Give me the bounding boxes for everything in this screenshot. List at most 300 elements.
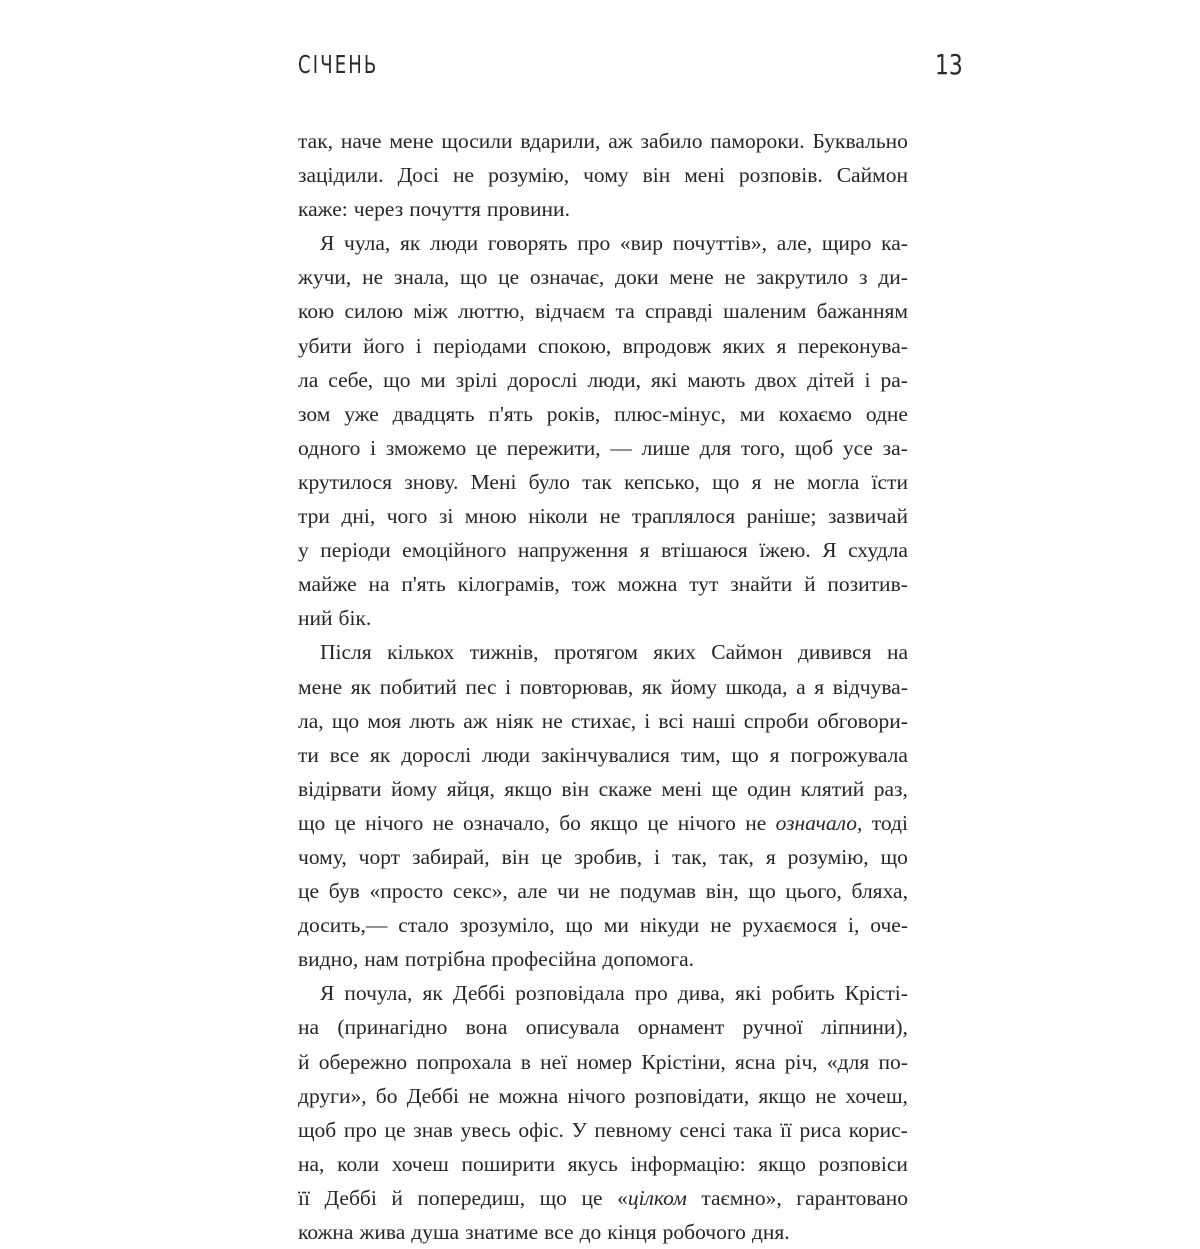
word: відчува-: [832, 674, 908, 699]
running-head: СІЧЕНЬ: [298, 50, 379, 79]
word: знала,: [393, 265, 450, 290]
word: памороки.: [710, 129, 805, 153]
word: Я: [320, 981, 335, 1006]
word: нікуди: [639, 913, 700, 938]
word: хочеш,: [845, 1083, 908, 1108]
paragraph: [298, 226, 908, 635]
text-line: [298, 601, 908, 635]
word: не: [773, 469, 795, 494]
word: як: [399, 231, 421, 256]
word: кілограмів,: [457, 572, 560, 597]
word: вдарили,: [520, 129, 601, 153]
word: і: [370, 435, 377, 460]
word: пес: [465, 674, 497, 699]
word: з: [859, 265, 868, 290]
word: зазвичай: [827, 504, 908, 529]
word: напруження: [517, 538, 629, 563]
word: переконува-: [797, 333, 908, 358]
word: закінчувалися: [541, 742, 670, 767]
word: душа: [411, 1220, 460, 1244]
word: тижнів,: [469, 640, 539, 665]
word: й: [804, 572, 816, 597]
word: втішаюся: [661, 538, 748, 563]
text-line: [298, 260, 908, 294]
text-line: [298, 1045, 908, 1079]
word: риса: [799, 1117, 842, 1142]
word: люди: [482, 742, 531, 767]
word: до: [579, 1220, 602, 1244]
word: це: [334, 810, 356, 835]
word: розповідати,: [634, 1083, 750, 1108]
word: Саймон: [711, 640, 783, 665]
word: орнамент: [637, 1015, 725, 1040]
word: вона: [465, 1015, 508, 1040]
word: я: [814, 674, 825, 699]
word: знову.: [404, 469, 459, 494]
text-line: [298, 874, 908, 908]
word: я: [776, 333, 787, 358]
word: що: [539, 1185, 567, 1210]
word: але,: [776, 231, 813, 256]
word: зробив,: [574, 844, 643, 869]
word: про: [343, 1117, 377, 1142]
word: спокою,: [537, 333, 612, 358]
word: чому: [583, 163, 629, 188]
text-line: [298, 806, 908, 840]
word: й: [298, 1049, 310, 1074]
word: Деббі: [452, 981, 506, 1006]
word: й: [391, 1185, 403, 1210]
word: п'ять: [401, 572, 446, 597]
word: через: [353, 197, 404, 222]
word: наші: [692, 708, 736, 733]
text-line: [298, 942, 908, 976]
word: означало,: [776, 806, 863, 840]
word: які: [650, 367, 678, 392]
word: Після: [320, 640, 372, 665]
word: оче-: [870, 913, 908, 938]
word: як: [641, 674, 663, 699]
text-line: [298, 1079, 908, 1113]
word: ліпнини),: [821, 1015, 908, 1040]
word: чорт: [358, 844, 401, 869]
word: ще: [711, 776, 738, 801]
word: що: [712, 469, 740, 494]
text-line: [298, 294, 908, 328]
word: описувала: [525, 1015, 620, 1040]
word: яких: [653, 640, 696, 665]
word: гарантовано: [796, 1185, 908, 1210]
word: попрохала: [416, 1049, 512, 1074]
word: ра-: [880, 367, 908, 392]
word: щиро: [821, 231, 872, 256]
word: справді: [645, 299, 713, 324]
word: лють: [409, 708, 456, 733]
word: знайти: [730, 572, 793, 597]
word: означає,: [529, 265, 605, 290]
word: нічого: [365, 810, 424, 835]
word: скаже: [598, 776, 652, 801]
body-text: [298, 124, 908, 1249]
text-line: [298, 363, 908, 397]
word: одного: [298, 435, 361, 460]
word: попередиш,: [417, 1185, 526, 1210]
word: йому: [391, 776, 438, 801]
word: не: [599, 504, 621, 529]
word: ла,: [298, 708, 324, 733]
word: на: [886, 640, 908, 665]
word: провини.: [486, 197, 570, 222]
word: потрібна: [404, 947, 486, 972]
word: Я: [320, 231, 335, 256]
word: означало,: [463, 810, 550, 835]
word: аж: [608, 129, 633, 153]
word: на,: [298, 1151, 325, 1176]
word: корис-: [848, 1117, 908, 1142]
word: років,: [546, 401, 601, 426]
word: ніколи: [528, 504, 588, 529]
word: така: [733, 1117, 773, 1142]
word: я: [765, 844, 776, 869]
word: говорять: [487, 231, 568, 256]
word: тоді: [871, 810, 908, 835]
word: дорослі: [507, 367, 578, 392]
word: почуття: [409, 197, 481, 222]
word: раніше;: [746, 504, 817, 529]
word: ла: [298, 367, 319, 392]
word: якщо: [758, 1151, 806, 1176]
word: і: [654, 844, 661, 869]
word: кою: [298, 299, 335, 324]
word: нічого: [677, 810, 736, 835]
word: так: [582, 469, 612, 494]
word: раз,: [873, 776, 908, 801]
paragraph: [298, 635, 908, 976]
word: майже: [298, 572, 357, 597]
word: Деббі: [406, 1083, 460, 1108]
word: зрозуміло,: [459, 913, 555, 938]
word: нам: [364, 947, 399, 972]
word: хочеш: [391, 1151, 449, 1176]
word: сенсі: [679, 1117, 726, 1142]
word: ти: [298, 742, 319, 767]
word: якщо: [590, 810, 638, 835]
word: други»,: [298, 1083, 367, 1108]
word: зі: [438, 504, 454, 529]
word: Крістіни,: [641, 1049, 726, 1074]
word: про: [577, 231, 611, 256]
word: так,: [671, 844, 707, 869]
word: я: [751, 469, 762, 494]
word: це: [498, 265, 520, 290]
word: впродовж: [622, 333, 712, 358]
word: люди: [430, 231, 479, 256]
word: розумію,: [488, 163, 570, 188]
word: бляха,: [851, 879, 908, 904]
text-line: [298, 976, 908, 1010]
text-line: [298, 192, 908, 226]
word: ми: [603, 913, 629, 938]
word: зом: [298, 401, 331, 426]
word: рухаємося: [742, 913, 838, 938]
word: розумію,: [787, 844, 869, 869]
word: подумав: [619, 879, 697, 904]
word: позитив-: [827, 572, 908, 597]
word: дорослі: [401, 742, 472, 767]
word: кепсько,: [624, 469, 700, 494]
word: нічого: [567, 1083, 626, 1108]
word: він: [501, 844, 530, 869]
word: мають: [687, 367, 746, 392]
word: поширити: [461, 1151, 555, 1176]
word: обговори-: [817, 708, 908, 733]
word: мною: [464, 504, 517, 529]
word: йому: [670, 674, 717, 699]
word: дні,: [341, 504, 376, 529]
word: для: [699, 435, 732, 460]
word: по-: [878, 1049, 908, 1074]
word: не: [745, 810, 767, 835]
word: періодами: [433, 333, 527, 358]
word: якщо: [758, 1083, 807, 1108]
word: тут: [689, 572, 719, 597]
word: номер: [576, 1049, 633, 1074]
word: що: [748, 879, 776, 904]
word: не: [589, 879, 611, 904]
word: —: [610, 435, 632, 460]
word: мене: [389, 129, 434, 153]
word: за-: [882, 435, 908, 460]
word: Деббі: [324, 1185, 377, 1210]
word: був: [328, 879, 360, 904]
word: ніяк: [495, 708, 534, 733]
text-line: [298, 158, 908, 192]
word: її: [779, 1117, 792, 1142]
word: бажанням: [816, 299, 908, 324]
word: що: [731, 742, 759, 767]
word: люди,: [587, 367, 641, 392]
word: яйця,: [446, 776, 495, 801]
word: кохаємо: [778, 401, 852, 426]
word: Крісті-: [844, 981, 908, 1006]
word: почуттів»,: [672, 231, 768, 256]
word: він: [561, 776, 590, 801]
word: увесь: [460, 1117, 511, 1142]
word: таємно»,: [701, 1185, 782, 1210]
word: це: [647, 810, 669, 835]
word: «для: [826, 1049, 870, 1074]
word: ясна: [735, 1049, 776, 1074]
word: що: [331, 708, 360, 733]
word: траплялося: [631, 504, 736, 529]
word: річ,: [784, 1049, 818, 1074]
word: його: [363, 333, 405, 358]
word: в: [520, 1049, 531, 1074]
word: секс»,: [452, 879, 508, 904]
emphasis-text: цілком: [627, 1185, 687, 1210]
word: і,: [847, 913, 860, 938]
word: ми: [420, 367, 446, 392]
word: одне: [865, 401, 908, 426]
text-line: [298, 499, 908, 533]
word: могла: [806, 469, 860, 494]
word: три: [298, 504, 330, 529]
text-line: [298, 533, 908, 567]
word: дива,: [677, 981, 726, 1006]
word: їжею.: [759, 538, 811, 563]
word: розповіси: [818, 1151, 908, 1176]
word: плюс-мінус,: [614, 401, 726, 426]
word: все: [329, 742, 360, 767]
word: Я: [822, 538, 837, 563]
word: ми: [739, 401, 765, 426]
word: шкода,: [725, 674, 788, 699]
word: доки: [615, 265, 659, 290]
word: її: [298, 1185, 310, 1210]
word: можна: [617, 572, 678, 597]
word: а: [796, 674, 806, 699]
word: «вир: [619, 231, 664, 256]
word: ка-: [881, 231, 908, 256]
word: стало: [398, 913, 449, 938]
word: закрутило: [756, 265, 849, 290]
word: стихає,: [571, 708, 637, 733]
word: щоб: [794, 435, 834, 460]
word: це: [475, 435, 497, 460]
text-line: [298, 908, 908, 942]
word: лише: [641, 435, 690, 460]
word: це: [541, 844, 563, 869]
word: дітей: [807, 367, 855, 392]
word: (принагідно: [337, 1015, 448, 1040]
word: Досі: [397, 163, 440, 188]
word: і: [644, 708, 651, 733]
word: зможемо: [385, 435, 467, 460]
word: неї: [540, 1049, 568, 1074]
word: емоційного: [402, 538, 507, 563]
word: знав: [413, 1117, 453, 1142]
word: крутилося: [298, 469, 393, 494]
word: але: [517, 879, 548, 904]
word: один: [747, 776, 792, 801]
word: уже: [344, 401, 379, 426]
word: двадцять: [392, 401, 475, 426]
word: ручної: [742, 1015, 803, 1040]
word: у: [298, 538, 309, 563]
word: яких: [722, 333, 766, 358]
word: допомога.: [602, 947, 695, 972]
word: як: [422, 981, 443, 1006]
word: «просто: [369, 879, 444, 904]
word: це: [298, 879, 320, 904]
word: всі: [658, 708, 684, 733]
word: силою: [344, 299, 404, 324]
word: тож: [571, 572, 606, 597]
word: побитий: [379, 674, 457, 699]
word: бік.: [338, 606, 372, 631]
word: схудла: [848, 538, 908, 563]
page-number: 13: [935, 48, 963, 81]
emphasis-text: означало: [775, 810, 858, 835]
word: і: [415, 333, 422, 358]
text-line: [298, 635, 908, 669]
text-line: [298, 738, 908, 772]
word: бо: [375, 1083, 398, 1108]
word: ний: [298, 606, 333, 631]
word: кінця: [607, 1220, 657, 1244]
word: він: [642, 163, 671, 188]
word: каже:: [298, 197, 348, 222]
word: певному: [594, 1117, 672, 1142]
word: розповідала: [515, 981, 625, 1006]
word: забило: [640, 129, 703, 153]
word: бо: [559, 810, 581, 835]
paragraph: [298, 124, 908, 226]
word: не: [710, 913, 732, 938]
word: двох: [755, 367, 798, 392]
word: чула,: [344, 231, 391, 256]
word: забирай,: [412, 844, 490, 869]
text-line: [298, 465, 908, 499]
word: п'ять: [488, 401, 533, 426]
word: було: [528, 469, 571, 494]
word: видно,: [298, 947, 359, 972]
word: відірвати: [298, 776, 382, 801]
word: на: [368, 572, 390, 597]
word: що: [298, 810, 326, 835]
text-line: [298, 226, 908, 260]
word: кількох: [387, 640, 455, 665]
word: аж: [463, 708, 488, 733]
paragraph: [298, 976, 908, 1249]
word: наче: [340, 129, 382, 153]
word: що: [460, 265, 488, 290]
word: дивився: [797, 640, 872, 665]
word: не: [432, 810, 454, 835]
word: як: [370, 742, 391, 767]
text-line: [298, 1010, 908, 1044]
word: себе,: [328, 367, 374, 392]
word: почула,: [344, 981, 413, 1006]
word: не: [815, 1083, 837, 1108]
word: про: [634, 981, 668, 1006]
word: клятий: [800, 776, 865, 801]
text-line: [298, 840, 908, 874]
word: жива: [359, 1220, 406, 1244]
word: У: [571, 1117, 587, 1142]
word: відчаєм: [535, 299, 606, 324]
word: і: [505, 674, 512, 699]
word: які: [735, 981, 762, 1006]
word: я: [769, 742, 780, 767]
word: цього,: [785, 879, 842, 904]
word: між: [413, 299, 448, 324]
word: «цілком: [617, 1181, 687, 1215]
word: зацідили.: [298, 163, 384, 188]
word: зрілі: [455, 367, 498, 392]
text-line: [298, 397, 908, 431]
word: робить: [771, 981, 835, 1006]
text-line: [298, 567, 908, 601]
word: мене: [298, 674, 343, 699]
word: так,: [298, 129, 334, 153]
word: розповів.: [738, 163, 823, 188]
word: все: [544, 1220, 574, 1244]
word: так,: [718, 844, 754, 869]
word: протягом: [553, 640, 638, 665]
word: мені: [684, 163, 725, 188]
word: він,: [705, 879, 739, 904]
